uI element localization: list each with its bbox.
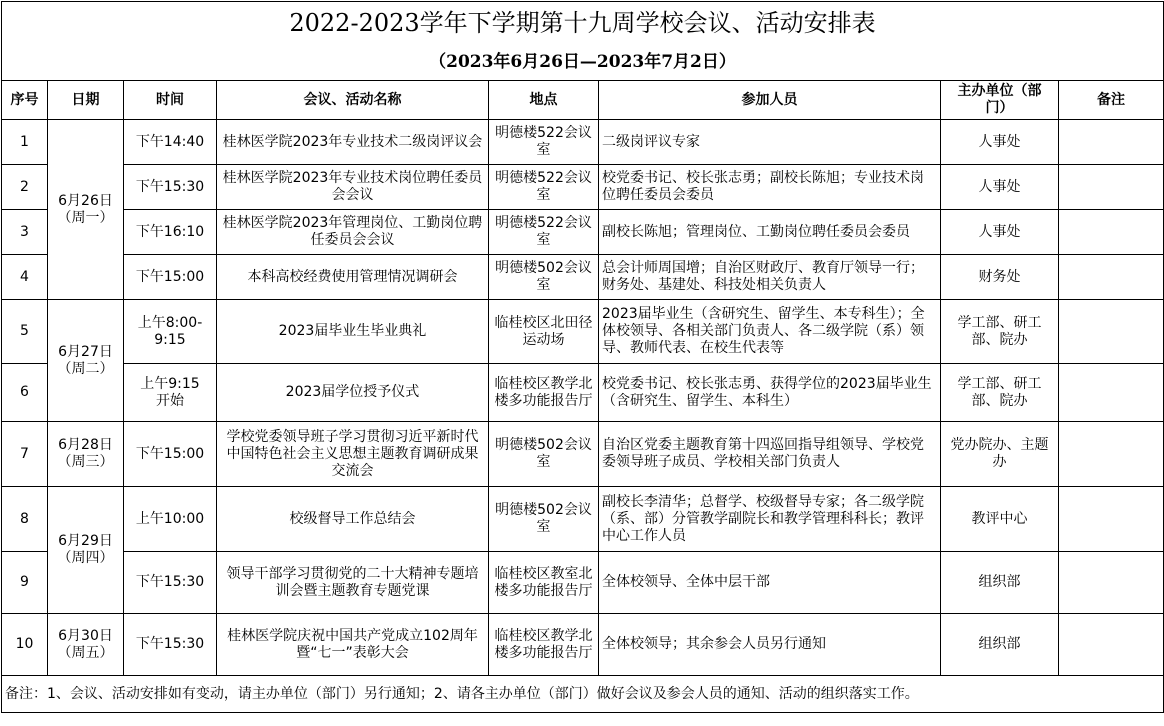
date-range-subtitle: （2023年6月26日—2023年7月2日）	[2, 44, 1164, 81]
row-name: 学校党委领导班子学习贯彻习近平新时代中国特色社会主义思想主题教育调研成果交流会	[217, 422, 489, 487]
row-organizer: 人事处	[941, 165, 1059, 210]
row-name: 桂林医学院2023年管理岗位、工勤岗位聘任委员会会议	[217, 210, 489, 255]
table-row	[2, 364, 1164, 422]
header-attendees: 参加人员	[599, 81, 941, 120]
header-seq: 序号	[2, 81, 48, 120]
row-seq: 8	[2, 487, 48, 552]
row-attendees: 二级岗评议专家	[599, 120, 941, 165]
row-organizer: 教评中心	[941, 487, 1059, 552]
row-attendees: 副校长李清华；总督学、校级督导专家；各二级学院（系、部）分管教学副院长和教学管理科科长；教评中心工作人员	[599, 487, 941, 552]
row-attendees: 全体校领导、全体中层干部	[599, 552, 941, 614]
row-remark	[1059, 210, 1164, 255]
row-time: 下午16:10	[124, 210, 217, 255]
row-remark	[1059, 422, 1164, 487]
table-row	[2, 552, 1164, 614]
row-remark	[1059, 552, 1164, 614]
row-place: 明德楼502会议室	[489, 255, 599, 300]
footnote: 备注：1、会议、活动安排如有变动，请主办单位（部门）另行通知；2、请各主办单位（部门）做好会议及参会人员的通知、活动的组织落实工作。	[2, 676, 1164, 713]
row-date: 6月27日（周二）	[48, 300, 124, 422]
row-seq: 4	[2, 255, 48, 300]
row-organizer: 党办院办、主题办	[941, 422, 1059, 487]
row-seq: 3	[2, 210, 48, 255]
row-name: 本科高校经费使用管理情况调研会	[217, 255, 489, 300]
row-seq: 1	[2, 120, 48, 165]
row-attendees: 2023届毕业生（含研究生、留学生、本专科生）；全体校领导、各相关部门负责人、各二级学院（系）领导、教师代表、在校生代表等	[599, 300, 941, 364]
row-name: 桂林医学院2023年专业技术二级岗评议会	[217, 120, 489, 165]
row-seq: 6	[2, 364, 48, 422]
row-place: 临桂校区教学北楼多功能报告厅	[489, 364, 599, 422]
row-name: 桂林医学院2023年专业技术岗位聘任委员会会议	[217, 165, 489, 210]
row-name: 领导干部学习贯彻党的二十大精神专题培训会暨主题教育专题党课	[217, 552, 489, 614]
row-place: 明德楼522会议室	[489, 120, 599, 165]
row-remark	[1059, 614, 1164, 676]
table-row	[2, 614, 1164, 676]
table-row	[2, 165, 1164, 210]
row-attendees: 校党委书记、校长张志勇；副校长陈旭；专业技术岗位聘任委员会委员	[599, 165, 941, 210]
row-seq: 7	[2, 422, 48, 487]
schedule-table	[1, 1, 1164, 713]
row-time: 上午9:15开始	[124, 364, 217, 422]
row-time: 上午10:00	[124, 487, 217, 552]
table-row	[2, 300, 1164, 364]
row-remark	[1059, 364, 1164, 422]
row-attendees: 副校长陈旭；管理岗位、工勤岗位聘任委员会委员	[599, 210, 941, 255]
row-place: 明德楼502会议室	[489, 422, 599, 487]
row-name: 2023届毕业生毕业典礼	[217, 300, 489, 364]
table-row	[2, 210, 1164, 255]
row-time: 下午15:30	[124, 552, 217, 614]
row-organizer: 组织部	[941, 614, 1059, 676]
row-date: 6月28日（周三）	[48, 422, 124, 487]
table-row	[2, 120, 1164, 165]
header-organizer: 主办单位（部门）	[941, 81, 1059, 120]
row-attendees: 全体校领导；其余参会人员另行通知	[599, 614, 941, 676]
row-place: 明德楼522会议室	[489, 165, 599, 210]
header-date: 日期	[48, 81, 124, 120]
header-row	[2, 81, 1164, 120]
row-remark	[1059, 165, 1164, 210]
header-time: 时间	[124, 81, 217, 120]
header-place: 地点	[489, 81, 599, 120]
row-time: 下午15:30	[124, 165, 217, 210]
row-date: 6月29日（周四）	[48, 487, 124, 614]
row-time: 下午14:40	[124, 120, 217, 165]
row-organizer: 人事处	[941, 120, 1059, 165]
row-time: 上午8:00-9:15	[124, 300, 217, 364]
row-organizer: 组织部	[941, 552, 1059, 614]
row-place: 明德楼502会议室	[489, 487, 599, 552]
table-row	[2, 255, 1164, 300]
row-remark	[1059, 255, 1164, 300]
row-seq: 2	[2, 165, 48, 210]
row-time: 下午15:30	[124, 614, 217, 676]
row-date: 6月30日（周五）	[48, 614, 124, 676]
row-place: 明德楼522会议室	[489, 210, 599, 255]
row-attendees: 自治区党委主题教育第十四巡回指导组领导、学校党委领导班子成员、学校相关部门负责人	[599, 422, 941, 487]
row-seq: 5	[2, 300, 48, 364]
row-organizer: 学工部、研工部、院办	[941, 300, 1059, 364]
row-time: 下午15:00	[124, 422, 217, 487]
row-time: 下午15:00	[124, 255, 217, 300]
row-place: 临桂校区教学北楼多功能报告厅	[489, 614, 599, 676]
row-organizer: 学工部、研工部、院办	[941, 364, 1059, 422]
row-seq: 9	[2, 552, 48, 614]
row-name: 校级督导工作总结会	[217, 487, 489, 552]
row-remark	[1059, 120, 1164, 165]
row-attendees: 校党委书记、校长张志勇、获得学位的2023届毕业生（含研究生、留学生、本科生）	[599, 364, 941, 422]
header-remark: 备注	[1059, 81, 1164, 120]
row-organizer: 人事处	[941, 210, 1059, 255]
row-date: 6月26日（周一）	[48, 120, 124, 300]
row-remark	[1059, 300, 1164, 364]
row-remark	[1059, 487, 1164, 552]
row-seq: 10	[2, 614, 48, 676]
page-title: 2022-2023学年下学期第十九周学校会议、活动安排表	[2, 2, 1164, 45]
table-row	[2, 487, 1164, 552]
row-name: 2023届学位授予仪式	[217, 364, 489, 422]
row-organizer: 财务处	[941, 255, 1059, 300]
row-name: 桂林医学院庆祝中国共产党成立102周年暨“七一”表彰大会	[217, 614, 489, 676]
table-row	[2, 422, 1164, 487]
row-place: 临桂校区北田径运动场	[489, 300, 599, 364]
row-attendees: 总会计师周国增；自治区财政厅、教育厅领导一行；财务处、基建处、科技处相关负责人	[599, 255, 941, 300]
header-name: 会议、活动名称	[217, 81, 489, 120]
row-place: 临桂校区教室北楼多功能报告厅	[489, 552, 599, 614]
